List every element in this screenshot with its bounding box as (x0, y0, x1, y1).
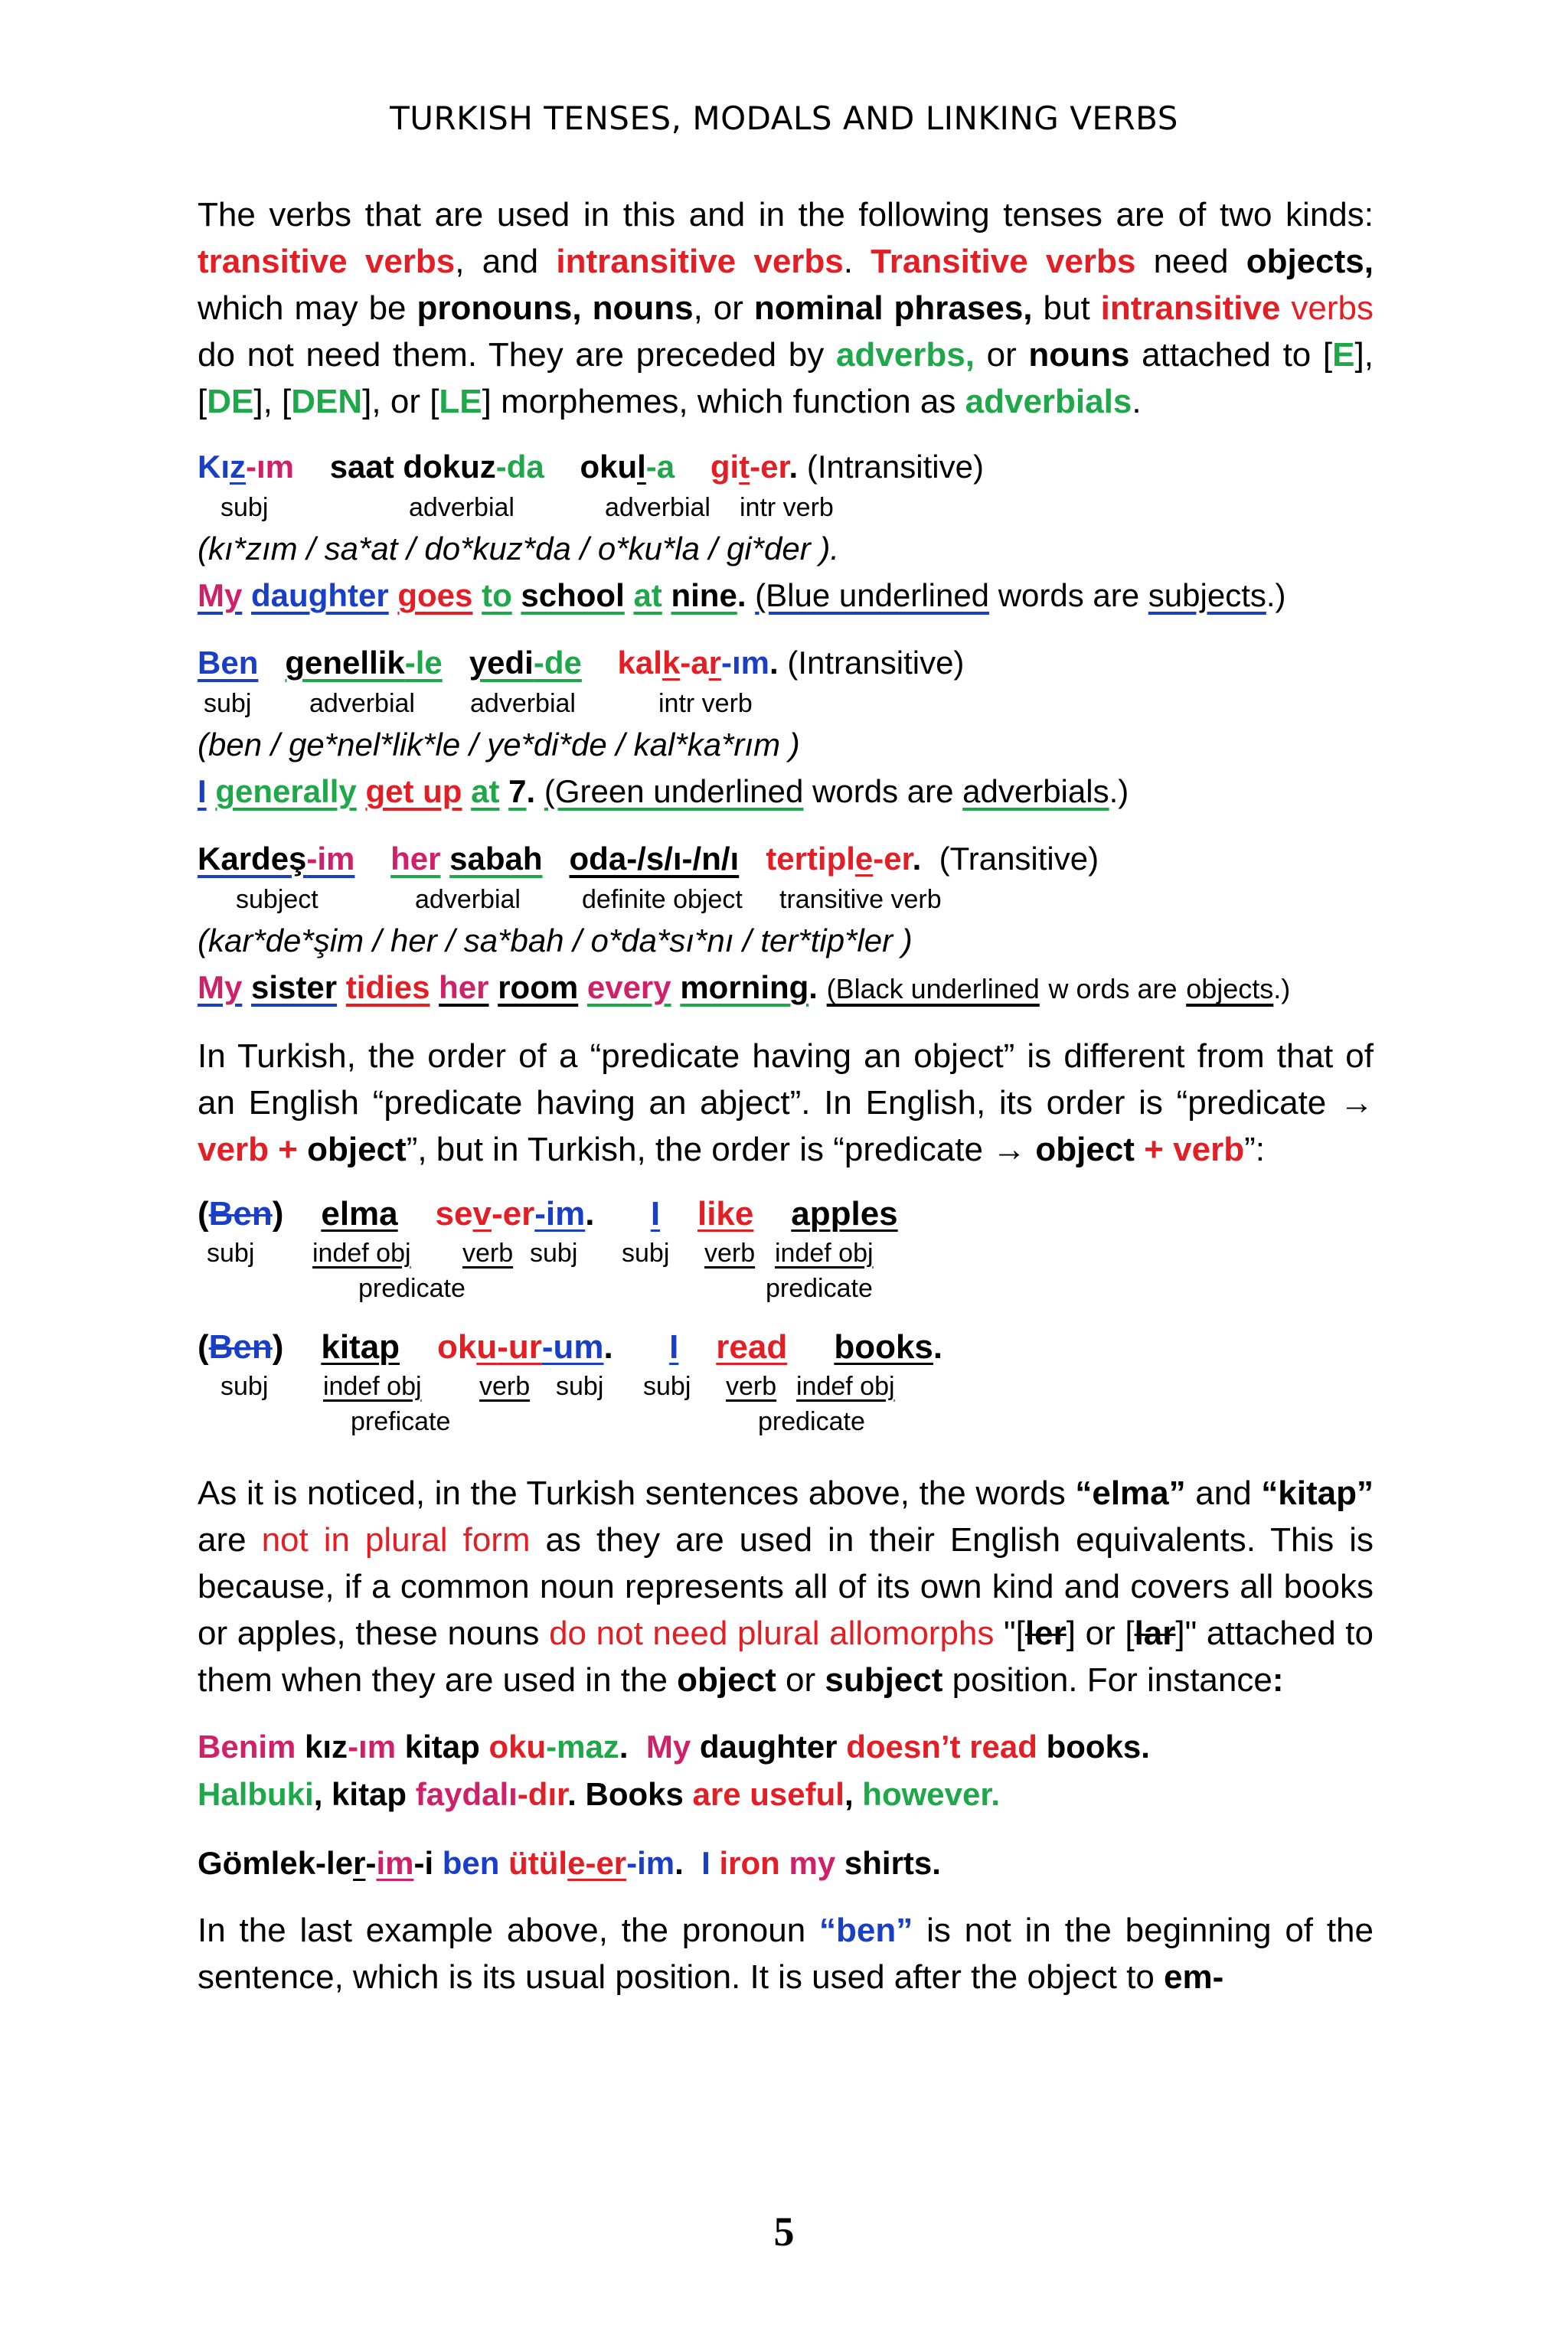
pair-1-labels: subj indef obj verb subj subj verb indef obj (207, 1239, 874, 1268)
pair-1-predicates: predicate predicate (358, 1274, 873, 1303)
pair-2-sentence: (Ben) kitap oku-ur-um. I read books. (198, 1328, 943, 1366)
example-3-turkish: Kardeş-im her sabah oda-/s/ı-/n/ı tertiple-er. (Transitive) (198, 841, 1099, 877)
sentence-1: Benim kız-ım kitap oku-maz. My daughter doesn’t read books. (198, 1729, 1150, 1765)
running-header: TURKISH TENSES, MODALS AND LINKING VERBS (390, 100, 1178, 137)
example-1-labels: subj adverbial adverbial intr verb (220, 493, 834, 522)
page-number: 5 (773, 2209, 795, 2255)
intro-paragraph: The verbs that are used in this and in the following tenses are of two kinds: transitive verbs, and intransitive verbs. Transitive verbs need objects, which may be pronouns, nouns, or nominal phrases, but intransitive verbs do not need them. They are preceded by adverbs, or nouns attached to [E], [DE], [DEN], or [LE] morphemes, which function as adverbials. (198, 196, 1374, 420)
pair-2-predicates: preficate predicate (351, 1407, 865, 1436)
plural-paragraph: As it is noticed, in the Turkish sentences above, the words “elma” and “kitap” are not in plural form as they are used in their English equivalents. This is because, if a common noun represents all of its own kind and covers all books or apples, these nouns do not need plural allomorphs "[ler] or [lar]" attached to them when they are used in the object or subject position. For instance: (198, 1474, 1374, 1699)
sentence-2: Halbuki, kitap faydalı-dır. Books are useful, however. (198, 1776, 1001, 1812)
example-3-pronunciation: (kar*de*şim / her / sa*bah / o*da*sı*nı / ter*tip*ler ) (198, 922, 913, 958)
example-3-labels: subject adverbial definite object transitive verb (236, 885, 942, 914)
sentence-3: Gömlek-ler-im-i ben ütüle-er-im. I iron my shirts. (198, 1845, 941, 1881)
pronoun-paragraph: In the last example above, the pronoun “ben” is not in the beginning of the sentence, which is its usual position. It is used after the object to em- (198, 1912, 1374, 1996)
example-2-pronunciation: (ben / ge*nel*lik*le / ye*di*de / kal*ka*rım ) (198, 727, 800, 762)
pair-1-sentence: (Ben) elma sev-er-im. I like apples (198, 1195, 898, 1233)
example-2 (198, 641, 1374, 815)
main-content (198, 191, 1374, 2020)
example-pair-1 (198, 1193, 1374, 1306)
example-1-pronunciation: (kı*zım / sa*at / do*kuz*da / o*ku*la / gi*der ). (198, 531, 840, 567)
example-pair-2 (198, 1326, 1374, 1439)
pair-2-labels: subj indef obj verb subj subj verb indef obj (220, 1372, 895, 1401)
example-3 (198, 837, 1374, 1011)
example-2-english: I generally get up at 7. (Green underlined words are adverbials.) (198, 773, 1129, 809)
example-1-english: My daughter goes to school at nine. (Blue underlined words are subjects.) (198, 577, 1286, 613)
example-3-english: My sister tidies her room every morning. (Black underlined w ords are objects.) (198, 969, 1291, 1005)
order-paragraph: In Turkish, the order of a “predicate having an object” is different from that of an English “predicate having an abject”. In English, its order is “predicate → verb + object”, but in Turkish, the order is “predicate → object + verb”: (198, 1037, 1374, 1168)
example-2-turkish: Ben genellik-le yedi-de kalk-ar-ım. (Intransitive) (198, 645, 965, 681)
example-1-turkish: Kız-ım saat dokuz-da okul-a git-er. (Intransitive) (198, 449, 984, 485)
example-1 (198, 445, 1374, 619)
example-2-labels: subj adverbial adverbial intr verb (204, 689, 753, 718)
